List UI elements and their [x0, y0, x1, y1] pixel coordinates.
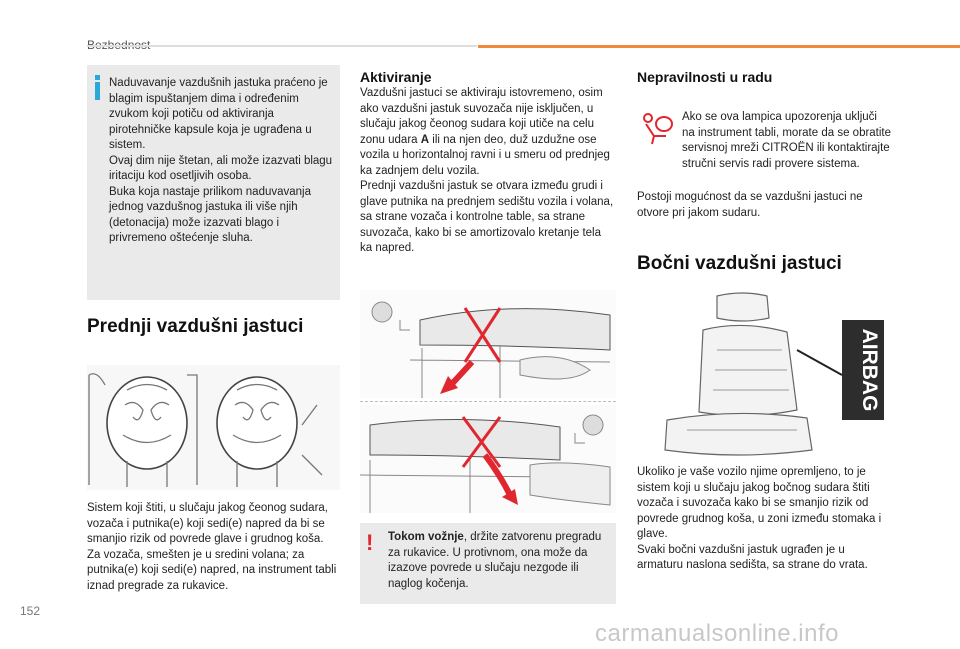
warning-lamp-text: Ako se ova lampica upozorenja uključi na instrument tabli, morate da se obratite servisnoj mreži CITROËN ili kontaktirajte stručni servis radi provere sistema. — [682, 111, 892, 170]
watermark: carmanualsonline.info — [595, 620, 839, 647]
activation-text-start: Vazdušni jastuci se aktiviraju istovremeno, osim ako vazdušni jastuk suvozača nije isključen, u slučaju jakog čeonog sudara koji utiče na celu zonu udara — [360, 87, 603, 146]
airbag-label: AIRBAG — [858, 328, 881, 412]
activation-text-end: ili na njen deo, duž uzdužne ose vozila u horizontalnoj ravni i u smeru od prednjeg ka zadnjem delu vozila. Prednji vazdušni jastuk se otvara između grudi i glave putnika na prednjem sedištu vozila i volana, sa strane vozača i kontrolne table, sa strane suvozača, kako bi se amortizovalo kretanje tela ka napred. — [360, 133, 614, 254]
header-accent-bar — [478, 45, 960, 48]
warning-note-box — [360, 523, 616, 604]
front-airbags-description: Sistem koji štiti, u slučaju jakog čeonog sudara, vozača i putnika(e) koji sedi(e) napred da bi se smanjio rizik od povrede glave i grudnog koša. Za vozača, smešten je u sredini volana; za putnika(e) koji sedi(e) napred, na instrument tabli iznad pregrade za rukavice. — [87, 502, 337, 592]
activation-text — [360, 86, 616, 257]
front-airbags-heading: Prednji vazdušni jastuci — [87, 316, 304, 337]
info-icon — [95, 75, 100, 80]
glovebox-open-illustration-2 — [360, 405, 616, 513]
airbag-warning-icon — [640, 112, 674, 146]
impact-zone-label: A — [420, 133, 430, 146]
side-airbags-description: Ukoliko je vaše vozilo njime opremljeno, to je sistem koji u slučaju jakog bočnog sudara štiti vozača i suvozača kako bi se smanjio rizik od povrede grudnog koša, u zoni između stomaka i glave. Svaki bočni vazdušni jastuk ugrađen je u armaturu naslona sedišta, sa strane do vrata. — [637, 466, 882, 571]
header-divider — [87, 45, 477, 47]
side-airbags-heading: Bočni vazdušni jastuci — [637, 253, 842, 274]
activation-heading: Aktiviranje — [360, 69, 432, 85]
glovebox-open-illustration-1 — [360, 290, 616, 398]
info-note-box — [87, 65, 340, 300]
warning-note-text — [388, 530, 610, 592]
front-airbag-illustration — [87, 365, 340, 490]
page-number: 152 — [20, 604, 41, 618]
info-note-text: Naduvavanje vazdušnih jastuka praćeno je blagim ispuštanjem dima i određenim zvukom koji potiču od aktiviranja pirotehničke kapsule koja je ugrađena u sistem. Ovaj dim nije štetan, ali može izazvati blagu iritaciju kod osetljivih osoba. Buka koja nastaje prilikom naduvavanja jednog vazdušnog jastuka ili više njih (detonacija) može izazvati blago i privremeno oštećenje sluha. — [109, 77, 333, 244]
malfunctions-heading: Nepravilnosti u radu — [637, 69, 773, 85]
seat-illustration — [637, 290, 885, 460]
warning-bold: Tokom vožnje — [388, 531, 464, 543]
warning-rest: , držite zatvorenu pregradu za rukavice. U protivnom, ona može da izazove povrede u slučaju nezgode ili naglog kočenja. — [388, 531, 602, 590]
malfunctions-note: Postoji mogućnost da se vazdušni jastuci ne otvore pri jakom sudaru. — [637, 191, 863, 219]
warning-exclamation-icon: ! — [366, 530, 374, 555]
info-icon-bar — [95, 82, 100, 100]
illustration-divider — [360, 401, 616, 402]
